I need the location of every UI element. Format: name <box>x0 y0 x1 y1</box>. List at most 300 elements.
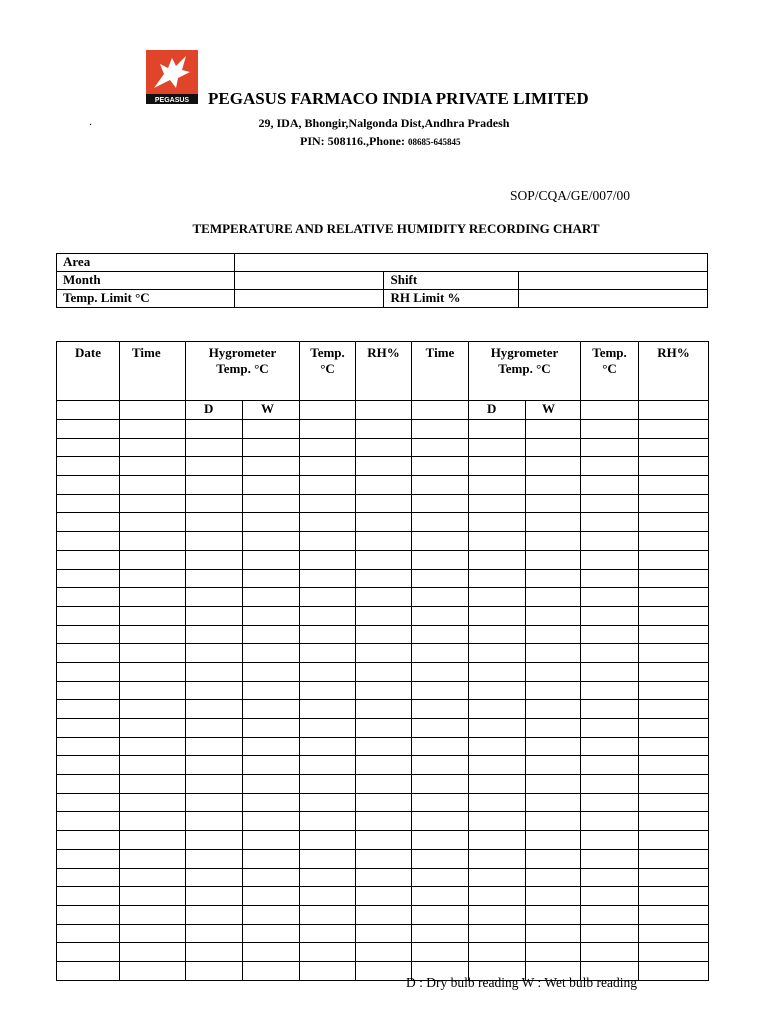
entry-cell[interactable] <box>243 457 300 476</box>
entry-cell[interactable] <box>412 420 469 439</box>
entry-cell[interactable] <box>639 793 709 812</box>
entry-cell[interactable] <box>469 700 526 719</box>
entry-cell[interactable] <box>526 550 581 569</box>
entry-cell[interactable] <box>469 719 526 738</box>
entry-cell[interactable] <box>57 700 120 719</box>
entry-cell[interactable] <box>526 438 581 457</box>
entry-cell[interactable] <box>526 569 581 588</box>
entry-cell[interactable] <box>57 868 120 887</box>
entry-cell[interactable] <box>243 812 300 831</box>
entry-cell[interactable] <box>469 438 526 457</box>
entry-cell[interactable] <box>186 831 243 850</box>
entry-cell[interactable] <box>526 831 581 850</box>
entry-cell[interactable] <box>469 420 526 439</box>
entry-cell[interactable] <box>186 775 243 794</box>
entry-cell[interactable] <box>581 831 639 850</box>
entry-cell[interactable] <box>639 681 709 700</box>
entry-cell[interactable] <box>412 887 469 906</box>
entry-cell[interactable] <box>581 494 639 513</box>
entry-cell[interactable] <box>581 662 639 681</box>
entry-cell[interactable] <box>469 681 526 700</box>
entry-cell[interactable] <box>412 588 469 607</box>
entry-cell[interactable] <box>526 737 581 756</box>
entry-cell[interactable] <box>300 831 356 850</box>
entry-cell[interactable] <box>526 775 581 794</box>
entry-cell[interactable] <box>57 831 120 850</box>
entry-cell[interactable] <box>581 812 639 831</box>
entry-cell[interactable] <box>581 513 639 532</box>
entry-cell[interactable] <box>243 756 300 775</box>
entry-cell[interactable] <box>186 793 243 812</box>
entry-cell[interactable] <box>57 905 120 924</box>
entry-cell[interactable] <box>412 812 469 831</box>
entry-cell[interactable] <box>412 868 469 887</box>
entry-cell[interactable] <box>639 719 709 738</box>
entry-cell[interactable] <box>300 420 356 439</box>
entry-cell[interactable] <box>57 494 120 513</box>
entry-cell[interactable] <box>412 662 469 681</box>
entry-cell[interactable] <box>639 756 709 775</box>
entry-cell[interactable] <box>57 681 120 700</box>
entry-cell[interactable] <box>300 961 356 980</box>
shift-field[interactable] <box>519 272 708 290</box>
entry-cell[interactable] <box>412 943 469 962</box>
entry-cell[interactable] <box>186 569 243 588</box>
entry-cell[interactable] <box>412 513 469 532</box>
entry-cell[interactable] <box>300 924 356 943</box>
entry-cell[interactable] <box>120 756 186 775</box>
entry-cell[interactable] <box>581 943 639 962</box>
entry-cell[interactable] <box>243 606 300 625</box>
entry-cell[interactable] <box>581 457 639 476</box>
entry-cell[interactable] <box>356 737 412 756</box>
entry-cell[interactable] <box>300 588 356 607</box>
entry-cell[interactable] <box>120 550 186 569</box>
entry-cell[interactable] <box>639 532 709 551</box>
entry-cell[interactable] <box>356 887 412 906</box>
entry-cell[interactable] <box>57 457 120 476</box>
entry-cell[interactable] <box>186 887 243 906</box>
entry-cell[interactable] <box>412 550 469 569</box>
entry-cell[interactable] <box>186 588 243 607</box>
entry-cell[interactable] <box>356 644 412 663</box>
entry-cell[interactable] <box>469 849 526 868</box>
entry-cell[interactable] <box>356 625 412 644</box>
entry-cell[interactable] <box>356 606 412 625</box>
entry-cell[interactable] <box>356 569 412 588</box>
entry-cell[interactable] <box>469 588 526 607</box>
entry-cell[interactable] <box>243 924 300 943</box>
entry-cell[interactable] <box>243 662 300 681</box>
entry-cell[interactable] <box>356 588 412 607</box>
entry-cell[interactable] <box>186 457 243 476</box>
entry-cell[interactable] <box>300 868 356 887</box>
entry-cell[interactable] <box>581 793 639 812</box>
entry-cell[interactable] <box>412 569 469 588</box>
entry-cell[interactable] <box>243 775 300 794</box>
entry-cell[interactable] <box>300 513 356 532</box>
entry-cell[interactable] <box>469 793 526 812</box>
entry-cell[interactable] <box>412 737 469 756</box>
entry-cell[interactable] <box>639 494 709 513</box>
entry-cell[interactable] <box>581 756 639 775</box>
entry-cell[interactable] <box>57 588 120 607</box>
entry-cell[interactable] <box>356 775 412 794</box>
entry-cell[interactable] <box>120 513 186 532</box>
entry-cell[interactable] <box>581 681 639 700</box>
entry-cell[interactable] <box>412 849 469 868</box>
entry-cell[interactable] <box>412 625 469 644</box>
entry-cell[interactable] <box>243 793 300 812</box>
entry-cell[interactable] <box>581 550 639 569</box>
entry-cell[interactable] <box>186 961 243 980</box>
entry-cell[interactable] <box>581 606 639 625</box>
entry-cell[interactable] <box>469 924 526 943</box>
entry-cell[interactable] <box>186 550 243 569</box>
entry-cell[interactable] <box>186 924 243 943</box>
entry-cell[interactable] <box>300 662 356 681</box>
entry-cell[interactable] <box>356 756 412 775</box>
entry-cell[interactable] <box>186 438 243 457</box>
entry-cell[interactable] <box>639 569 709 588</box>
entry-cell[interactable] <box>57 775 120 794</box>
entry-cell[interactable] <box>581 644 639 663</box>
entry-cell[interactable] <box>120 961 186 980</box>
entry-cell[interactable] <box>469 494 526 513</box>
entry-cell[interactable] <box>639 831 709 850</box>
entry-cell[interactable] <box>243 550 300 569</box>
entry-cell[interactable] <box>243 831 300 850</box>
entry-cell[interactable] <box>356 719 412 738</box>
entry-cell[interactable] <box>243 438 300 457</box>
entry-cell[interactable] <box>412 756 469 775</box>
entry-cell[interactable] <box>356 513 412 532</box>
entry-cell[interactable] <box>120 532 186 551</box>
entry-cell[interactable] <box>639 457 709 476</box>
entry-cell[interactable] <box>639 775 709 794</box>
entry-cell[interactable] <box>243 700 300 719</box>
entry-cell[interactable] <box>300 737 356 756</box>
entry-cell[interactable] <box>300 438 356 457</box>
entry-cell[interactable] <box>469 662 526 681</box>
entry-cell[interactable] <box>581 737 639 756</box>
entry-cell[interactable] <box>412 532 469 551</box>
entry-cell[interactable] <box>526 793 581 812</box>
entry-cell[interactable] <box>639 513 709 532</box>
entry-cell[interactable] <box>581 775 639 794</box>
entry-cell[interactable] <box>300 943 356 962</box>
entry-cell[interactable] <box>300 644 356 663</box>
entry-cell[interactable] <box>469 756 526 775</box>
entry-cell[interactable] <box>120 887 186 906</box>
entry-cell[interactable] <box>120 868 186 887</box>
entry-cell[interactable] <box>469 606 526 625</box>
entry-cell[interactable] <box>412 924 469 943</box>
entry-cell[interactable] <box>469 625 526 644</box>
entry-cell[interactable] <box>356 476 412 495</box>
entry-cell[interactable] <box>639 905 709 924</box>
entry-cell[interactable] <box>639 700 709 719</box>
entry-cell[interactable] <box>300 625 356 644</box>
entry-cell[interactable] <box>469 831 526 850</box>
entry-cell[interactable] <box>639 550 709 569</box>
area-field[interactable] <box>234 254 707 272</box>
entry-cell[interactable] <box>186 868 243 887</box>
entry-cell[interactable] <box>186 513 243 532</box>
entry-cell[interactable] <box>412 681 469 700</box>
entry-cell[interactable] <box>57 924 120 943</box>
entry-cell[interactable] <box>469 644 526 663</box>
entry-cell[interactable] <box>412 831 469 850</box>
entry-cell[interactable] <box>300 905 356 924</box>
entry-cell[interactable] <box>356 532 412 551</box>
entry-cell[interactable] <box>526 513 581 532</box>
month-field[interactable] <box>234 272 384 290</box>
entry-cell[interactable] <box>412 494 469 513</box>
entry-cell[interactable] <box>356 550 412 569</box>
entry-cell[interactable] <box>526 532 581 551</box>
entry-cell[interactable] <box>356 681 412 700</box>
entry-cell[interactable] <box>186 943 243 962</box>
entry-cell[interactable] <box>300 700 356 719</box>
entry-cell[interactable] <box>57 737 120 756</box>
entry-cell[interactable] <box>57 606 120 625</box>
entry-cell[interactable] <box>186 644 243 663</box>
entry-cell[interactable] <box>356 961 412 980</box>
entry-cell[interactable] <box>300 775 356 794</box>
entry-cell[interactable] <box>526 943 581 962</box>
entry-cell[interactable] <box>526 457 581 476</box>
entry-cell[interactable] <box>639 961 709 980</box>
entry-cell[interactable] <box>526 625 581 644</box>
entry-cell[interactable] <box>356 924 412 943</box>
entry-cell[interactable] <box>639 476 709 495</box>
entry-cell[interactable] <box>57 644 120 663</box>
entry-cell[interactable] <box>412 793 469 812</box>
entry-cell[interactable] <box>469 550 526 569</box>
entry-cell[interactable] <box>186 681 243 700</box>
entry-cell[interactable] <box>120 476 186 495</box>
entry-cell[interactable] <box>300 550 356 569</box>
entry-cell[interactable] <box>120 420 186 439</box>
entry-cell[interactable] <box>300 719 356 738</box>
entry-cell[interactable] <box>243 961 300 980</box>
entry-cell[interactable] <box>243 569 300 588</box>
entry-cell[interactable] <box>639 737 709 756</box>
rh-limit-field[interactable] <box>519 290 708 308</box>
entry-cell[interactable] <box>300 532 356 551</box>
entry-cell[interactable] <box>243 420 300 439</box>
entry-cell[interactable] <box>243 849 300 868</box>
entry-cell[interactable] <box>186 737 243 756</box>
entry-cell[interactable] <box>57 943 120 962</box>
entry-cell[interactable] <box>581 905 639 924</box>
entry-cell[interactable] <box>526 700 581 719</box>
entry-cell[interactable] <box>526 606 581 625</box>
entry-cell[interactable] <box>300 756 356 775</box>
entry-cell[interactable] <box>300 476 356 495</box>
entry-cell[interactable] <box>243 644 300 663</box>
entry-cell[interactable] <box>639 812 709 831</box>
entry-cell[interactable] <box>186 606 243 625</box>
entry-cell[interactable] <box>57 625 120 644</box>
entry-cell[interactable] <box>243 476 300 495</box>
entry-cell[interactable] <box>243 681 300 700</box>
entry-cell[interactable] <box>581 532 639 551</box>
entry-cell[interactable] <box>243 494 300 513</box>
entry-cell[interactable] <box>300 457 356 476</box>
entry-cell[interactable] <box>639 943 709 962</box>
entry-cell[interactable] <box>581 569 639 588</box>
entry-cell[interactable] <box>243 532 300 551</box>
entry-cell[interactable] <box>57 812 120 831</box>
entry-cell[interactable] <box>57 476 120 495</box>
entry-cell[interactable] <box>526 905 581 924</box>
entry-cell[interactable] <box>300 849 356 868</box>
entry-cell[interactable] <box>526 588 581 607</box>
entry-cell[interactable] <box>526 887 581 906</box>
entry-cell[interactable] <box>526 812 581 831</box>
entry-cell[interactable] <box>412 775 469 794</box>
entry-cell[interactable] <box>243 905 300 924</box>
entry-cell[interactable] <box>639 625 709 644</box>
entry-cell[interactable] <box>57 438 120 457</box>
entry-cell[interactable] <box>186 700 243 719</box>
entry-cell[interactable] <box>526 476 581 495</box>
entry-cell[interactable] <box>57 532 120 551</box>
entry-cell[interactable] <box>186 812 243 831</box>
entry-cell[interactable] <box>57 569 120 588</box>
entry-cell[interactable] <box>356 849 412 868</box>
entry-cell[interactable] <box>356 700 412 719</box>
entry-cell[interactable] <box>639 849 709 868</box>
entry-cell[interactable] <box>120 625 186 644</box>
entry-cell[interactable] <box>186 420 243 439</box>
entry-cell[interactable] <box>57 887 120 906</box>
entry-cell[interactable] <box>243 719 300 738</box>
entry-cell[interactable] <box>243 625 300 644</box>
entry-cell[interactable] <box>469 737 526 756</box>
entry-cell[interactable] <box>57 719 120 738</box>
entry-cell[interactable] <box>243 588 300 607</box>
entry-cell[interactable] <box>356 905 412 924</box>
entry-cell[interactable] <box>526 662 581 681</box>
entry-cell[interactable] <box>526 644 581 663</box>
entry-cell[interactable] <box>356 420 412 439</box>
entry-cell[interactable] <box>526 681 581 700</box>
entry-cell[interactable] <box>186 476 243 495</box>
entry-cell[interactable] <box>57 793 120 812</box>
entry-cell[interactable] <box>412 644 469 663</box>
entry-cell[interactable] <box>120 588 186 607</box>
entry-cell[interactable] <box>120 849 186 868</box>
entry-cell[interactable] <box>581 887 639 906</box>
entry-cell[interactable] <box>581 700 639 719</box>
entry-cell[interactable] <box>57 662 120 681</box>
entry-cell[interactable] <box>120 924 186 943</box>
entry-cell[interactable] <box>581 476 639 495</box>
entry-cell[interactable] <box>186 625 243 644</box>
entry-cell[interactable] <box>120 905 186 924</box>
entry-cell[interactable] <box>57 420 120 439</box>
entry-cell[interactable] <box>356 943 412 962</box>
entry-cell[interactable] <box>469 887 526 906</box>
entry-cell[interactable] <box>526 420 581 439</box>
entry-cell[interactable] <box>186 494 243 513</box>
entry-cell[interactable] <box>356 457 412 476</box>
entry-cell[interactable] <box>469 868 526 887</box>
entry-cell[interactable] <box>300 569 356 588</box>
entry-cell[interactable] <box>120 700 186 719</box>
entry-cell[interactable] <box>120 943 186 962</box>
entry-cell[interactable] <box>412 476 469 495</box>
entry-cell[interactable] <box>469 905 526 924</box>
entry-cell[interactable] <box>469 476 526 495</box>
entry-cell[interactable] <box>639 606 709 625</box>
entry-cell[interactable] <box>120 457 186 476</box>
entry-cell[interactable] <box>186 905 243 924</box>
entry-cell[interactable] <box>412 700 469 719</box>
entry-cell[interactable] <box>639 662 709 681</box>
entry-cell[interactable] <box>469 812 526 831</box>
entry-cell[interactable] <box>639 644 709 663</box>
entry-cell[interactable] <box>356 812 412 831</box>
entry-cell[interactable] <box>186 849 243 868</box>
entry-cell[interactable] <box>186 662 243 681</box>
entry-cell[interactable] <box>581 868 639 887</box>
entry-cell[interactable] <box>57 961 120 980</box>
entry-cell[interactable] <box>57 756 120 775</box>
entry-cell[interactable] <box>469 513 526 532</box>
entry-cell[interactable] <box>57 513 120 532</box>
entry-cell[interactable] <box>581 588 639 607</box>
entry-cell[interactable] <box>469 775 526 794</box>
entry-cell[interactable] <box>639 924 709 943</box>
entry-cell[interactable] <box>356 662 412 681</box>
entry-cell[interactable] <box>120 606 186 625</box>
entry-cell[interactable] <box>120 662 186 681</box>
entry-cell[interactable] <box>469 532 526 551</box>
entry-cell[interactable] <box>469 457 526 476</box>
entry-cell[interactable] <box>57 550 120 569</box>
entry-cell[interactable] <box>639 887 709 906</box>
entry-cell[interactable] <box>120 737 186 756</box>
entry-cell[interactable] <box>356 831 412 850</box>
entry-cell[interactable] <box>412 606 469 625</box>
entry-cell[interactable] <box>469 943 526 962</box>
entry-cell[interactable] <box>526 924 581 943</box>
entry-cell[interactable] <box>120 438 186 457</box>
entry-cell[interactable] <box>526 719 581 738</box>
entry-cell[interactable] <box>120 644 186 663</box>
entry-cell[interactable] <box>356 868 412 887</box>
entry-cell[interactable] <box>120 681 186 700</box>
entry-cell[interactable] <box>120 793 186 812</box>
entry-cell[interactable] <box>120 831 186 850</box>
entry-cell[interactable] <box>581 924 639 943</box>
entry-cell[interactable] <box>120 569 186 588</box>
entry-cell[interactable] <box>120 719 186 738</box>
temp-limit-field[interactable] <box>234 290 384 308</box>
entry-cell[interactable] <box>186 719 243 738</box>
entry-cell[interactable] <box>300 606 356 625</box>
entry-cell[interactable] <box>243 737 300 756</box>
entry-cell[interactable] <box>300 681 356 700</box>
entry-cell[interactable] <box>526 756 581 775</box>
entry-cell[interactable] <box>526 494 581 513</box>
entry-cell[interactable] <box>120 775 186 794</box>
entry-cell[interactable] <box>581 420 639 439</box>
